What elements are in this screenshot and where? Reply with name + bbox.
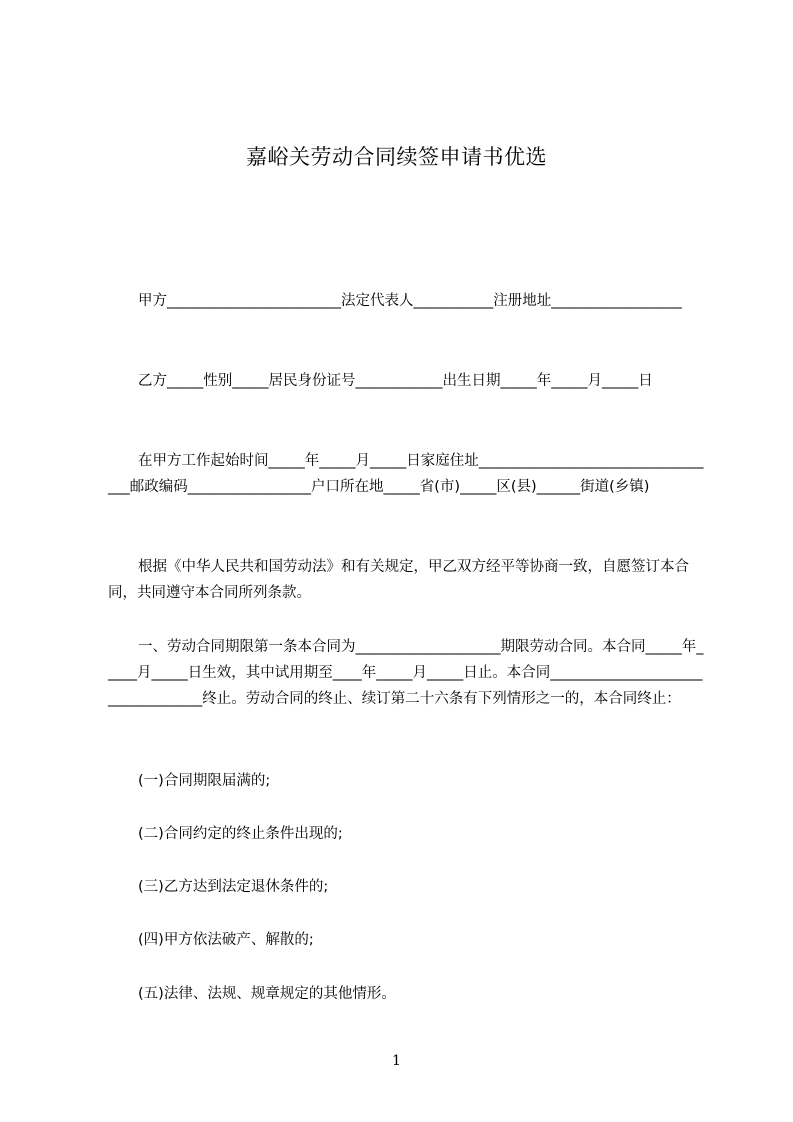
clause-item-5: (五)法律、法规、规章规定的其他情形。 (138, 986, 396, 1002)
preamble-paragraph: 根据《中华人民共和国劳动法》和有关规定，甲乙双方经平等协商一致，自愿签订本合同，共同遵守本合同所列条款。 (108, 559, 689, 601)
party-b-paragraph: 乙方_____性别_____居民身份证号____________出生日期_____年_____月_____日 (138, 373, 653, 389)
employment-info-paragraph: 在甲方工作起始时间_____年_____月_____日家庭住址__________________________________邮政编码_________________户口所在地_____省(市)_____区(县)______街道(乡镇) (108, 453, 704, 495)
clause-item-1: (一)合同期限届满的; (138, 773, 271, 789)
clause-item-4: (四)甲方依法破产、解散的; (138, 932, 314, 948)
page-number: 1 (392, 1053, 401, 1069)
party-a-paragraph: 甲方________________________法定代表人___________注册地址__________________ (138, 293, 682, 309)
contract-term-paragraph: 一、劳动合同期限第一条本合同为____________________期限劳动合同。本合同_____年_____月_____日生效，其中试用期至____年_____月_____日止。本合同__________________________________终止。劳动合同的终止、续订第二十六条有下列情形之一的，本合同终止： (108, 639, 704, 707)
clause-item-2: (二)合同约定的终止条件出现的; (138, 826, 343, 842)
document-title: 嘉峪关劳动合同续签申请书优选 (246, 145, 547, 169)
clause-item-3: (三)乙方达到法定退休条件的; (138, 879, 329, 895)
